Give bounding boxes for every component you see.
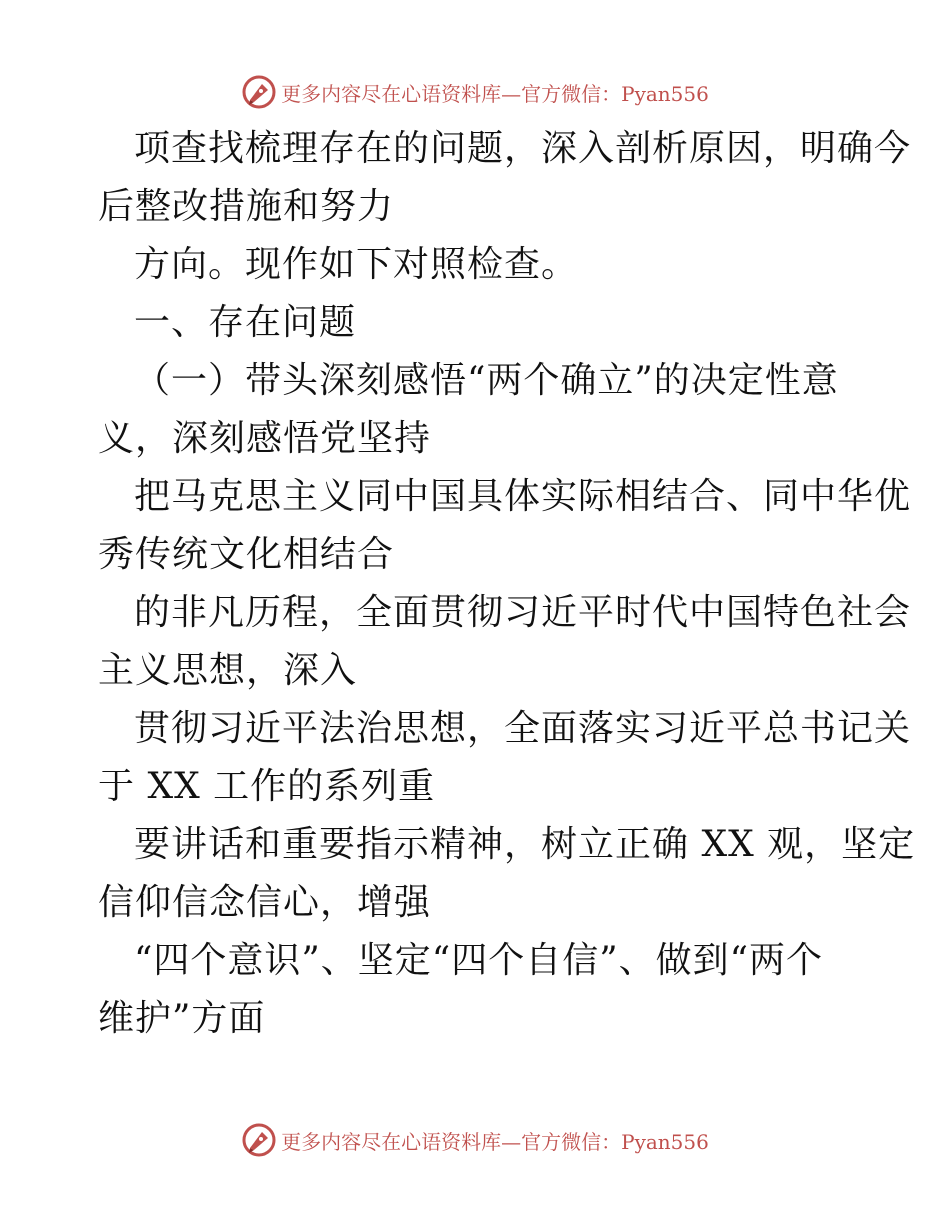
body-line: 要讲话和重要指示精神，树立正确 XX 观，坚定 [134,824,916,865]
body-line: 主义思想，深入 [98,650,358,691]
body-line: 义，深刻感悟党坚持 [98,418,432,459]
pen-nib-icon [241,1122,277,1158]
body-line: 方向。现作如下对照检查。 [134,244,579,285]
body-line: （一）带头深刻感悟“两个确立”的决定性意 [134,360,839,401]
body-line: 信仰信念信心，增强 [98,882,432,923]
body-line: “四个意识”、坚定“四个自信”、做到“两个 [134,940,824,981]
body-line: 的非凡历程，全面贯彻习近平时代中国特色社会 [134,592,912,633]
document-body [98,120,916,1048]
body-line: 贯彻习近平法治思想，全面落实习近平总书记关 [134,708,912,749]
section-heading: 一、存在问题 [134,302,357,343]
pen-nib-icon [241,74,277,110]
body-line: 秀传统文化相结合 [98,534,395,575]
body-line: 于 XX 工作的系列重 [98,766,436,807]
footer-banner [0,1120,950,1160]
body-line: 把马克思主义同中国具体实际相结合、同中华优 [134,476,912,517]
footer-banner-text: 更多内容尽在心语资料库—官方微信：Pyan556 [281,1129,709,1154]
body-line: 项查找梳理存在的问题，深入剖析原因，明确今 [134,128,912,169]
body-line: 后整改措施和努力 [98,186,395,227]
body-line: 维护”方面 [98,998,266,1039]
header-banner [0,72,950,112]
header-banner-text: 更多内容尽在心语资料库—官方微信：Pyan556 [281,81,709,106]
